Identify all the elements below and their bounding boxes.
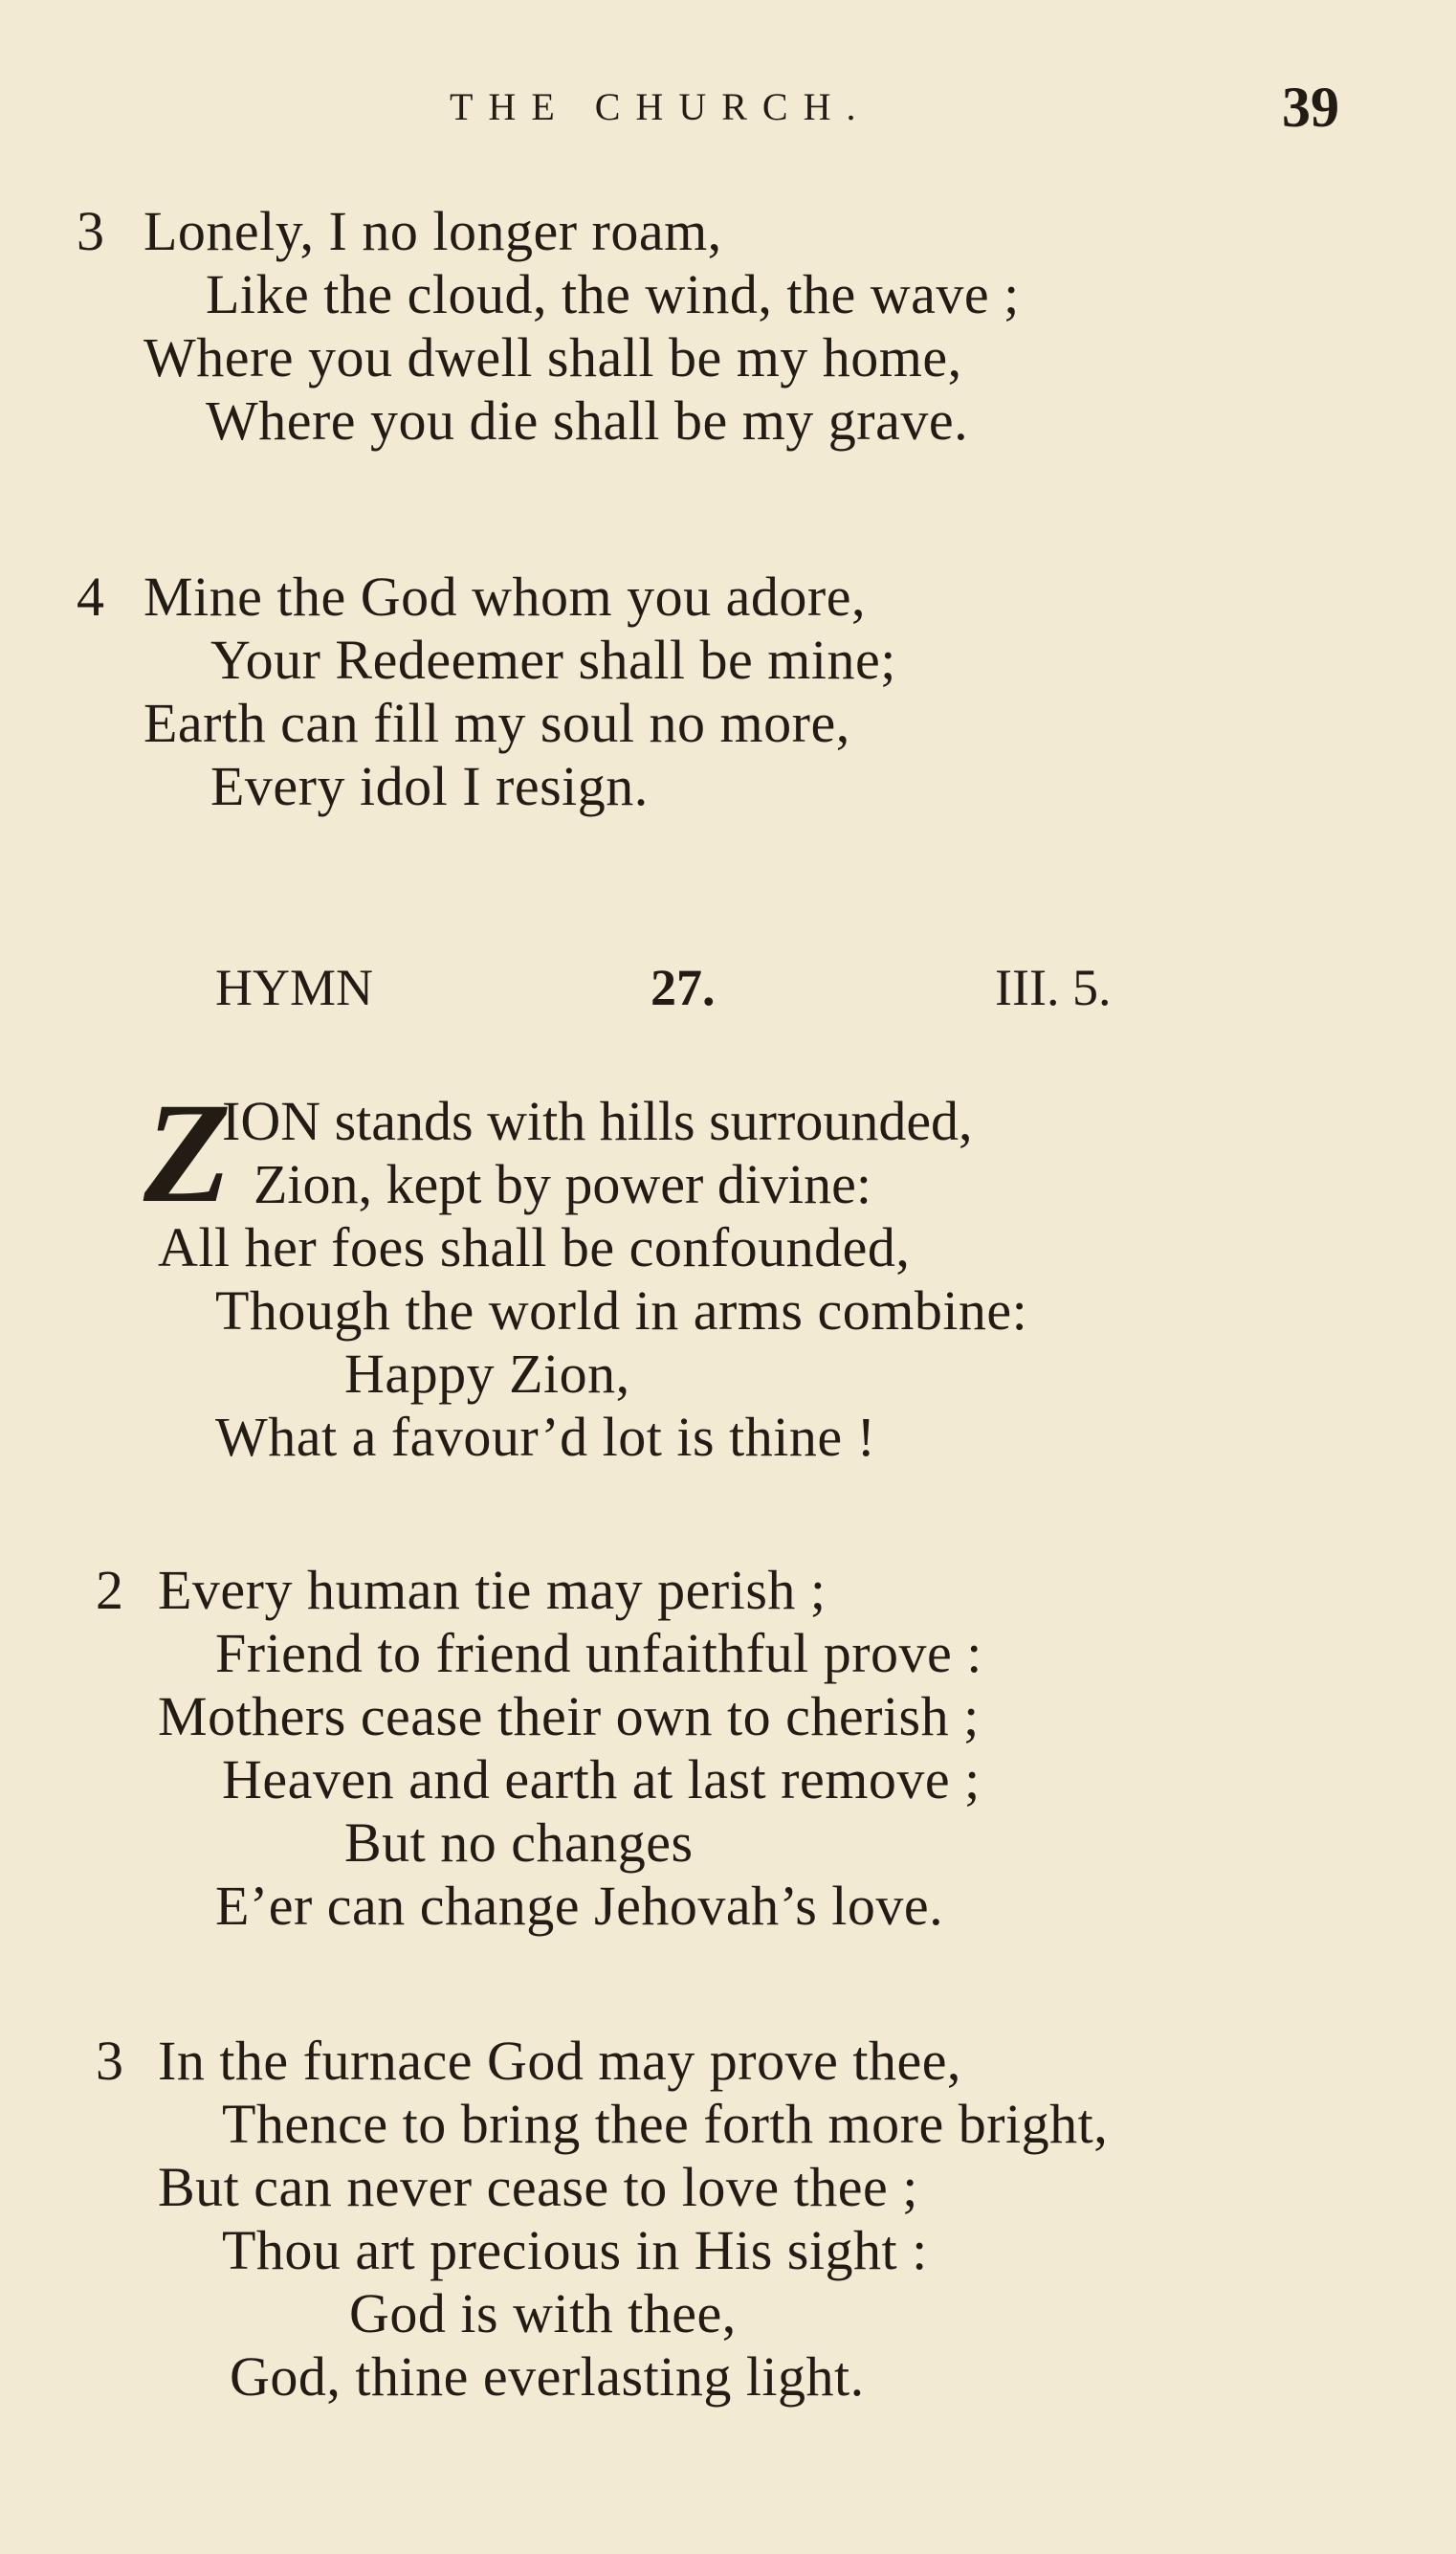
stanza-number: 2 [96, 1559, 124, 1621]
verse-line: Earth can fill my soul no more, [143, 692, 850, 754]
verse-line: ION stands with hills surrounded, [222, 1090, 973, 1152]
stanza-number: 3 [96, 2030, 124, 2092]
hymn-number: 27. [651, 959, 716, 1016]
stanza-number: 3 [77, 200, 105, 262]
verse-line: Your Redeemer shall be mine; [210, 629, 896, 691]
verse-line: Where you dwell shall be my home, [143, 326, 962, 389]
running-head: THE CHURCH. [450, 85, 871, 128]
verse-line: In the furnace God may prove thee, [158, 2030, 961, 2092]
verse-line: Thence to bring thee forth more bright, [222, 2093, 1109, 2155]
page-number: 39 [1282, 76, 1339, 139]
hymn-meter: III. 5. [995, 959, 1112, 1016]
verse-line: But no changes [344, 1811, 694, 1874]
verse-line: Happy Zion, [344, 1343, 630, 1405]
verse-line: Mothers cease their own to cherish ; [158, 1685, 980, 1747]
verse-line: Where you die shall be my grave. [206, 389, 969, 452]
verse-line: All her foes shall be confounded, [158, 1216, 911, 1278]
verse-line: Every human tie may perish ; [158, 1559, 827, 1621]
stanza-number: 4 [77, 566, 105, 628]
verse-line: Zion, kept by power divine: [254, 1153, 871, 1215]
verse-line: Mine the God whom you adore, [143, 566, 866, 628]
verse-line: Thou art precious in His sight : [222, 2219, 928, 2281]
verse-line: E’er can change Jehovah’s love. [215, 1875, 944, 1937]
verse-line: But can never cease to love thee ; [158, 2156, 918, 2218]
verse-line: Lonely, I no longer roam, [143, 200, 722, 262]
verse-line: What a favour’d lot is thine ! [215, 1406, 876, 1468]
drop-cap: Z [143, 1074, 232, 1233]
verse-line: Heaven and earth at last remove ; [222, 1748, 981, 1810]
verse-line: Though the world in arms combine: [215, 1279, 1028, 1342]
verse-line: God, thine everlasting light. [230, 2345, 865, 2408]
verse-line: Like the cloud, the wind, the wave ; [206, 263, 1020, 325]
verse-line: God is with thee, [349, 2282, 737, 2344]
verse-line: Friend to friend unfaithful prove : [215, 1622, 982, 1684]
verse-line: Every idol I resign. [210, 755, 649, 817]
hymn-label: HYMN [215, 959, 374, 1016]
